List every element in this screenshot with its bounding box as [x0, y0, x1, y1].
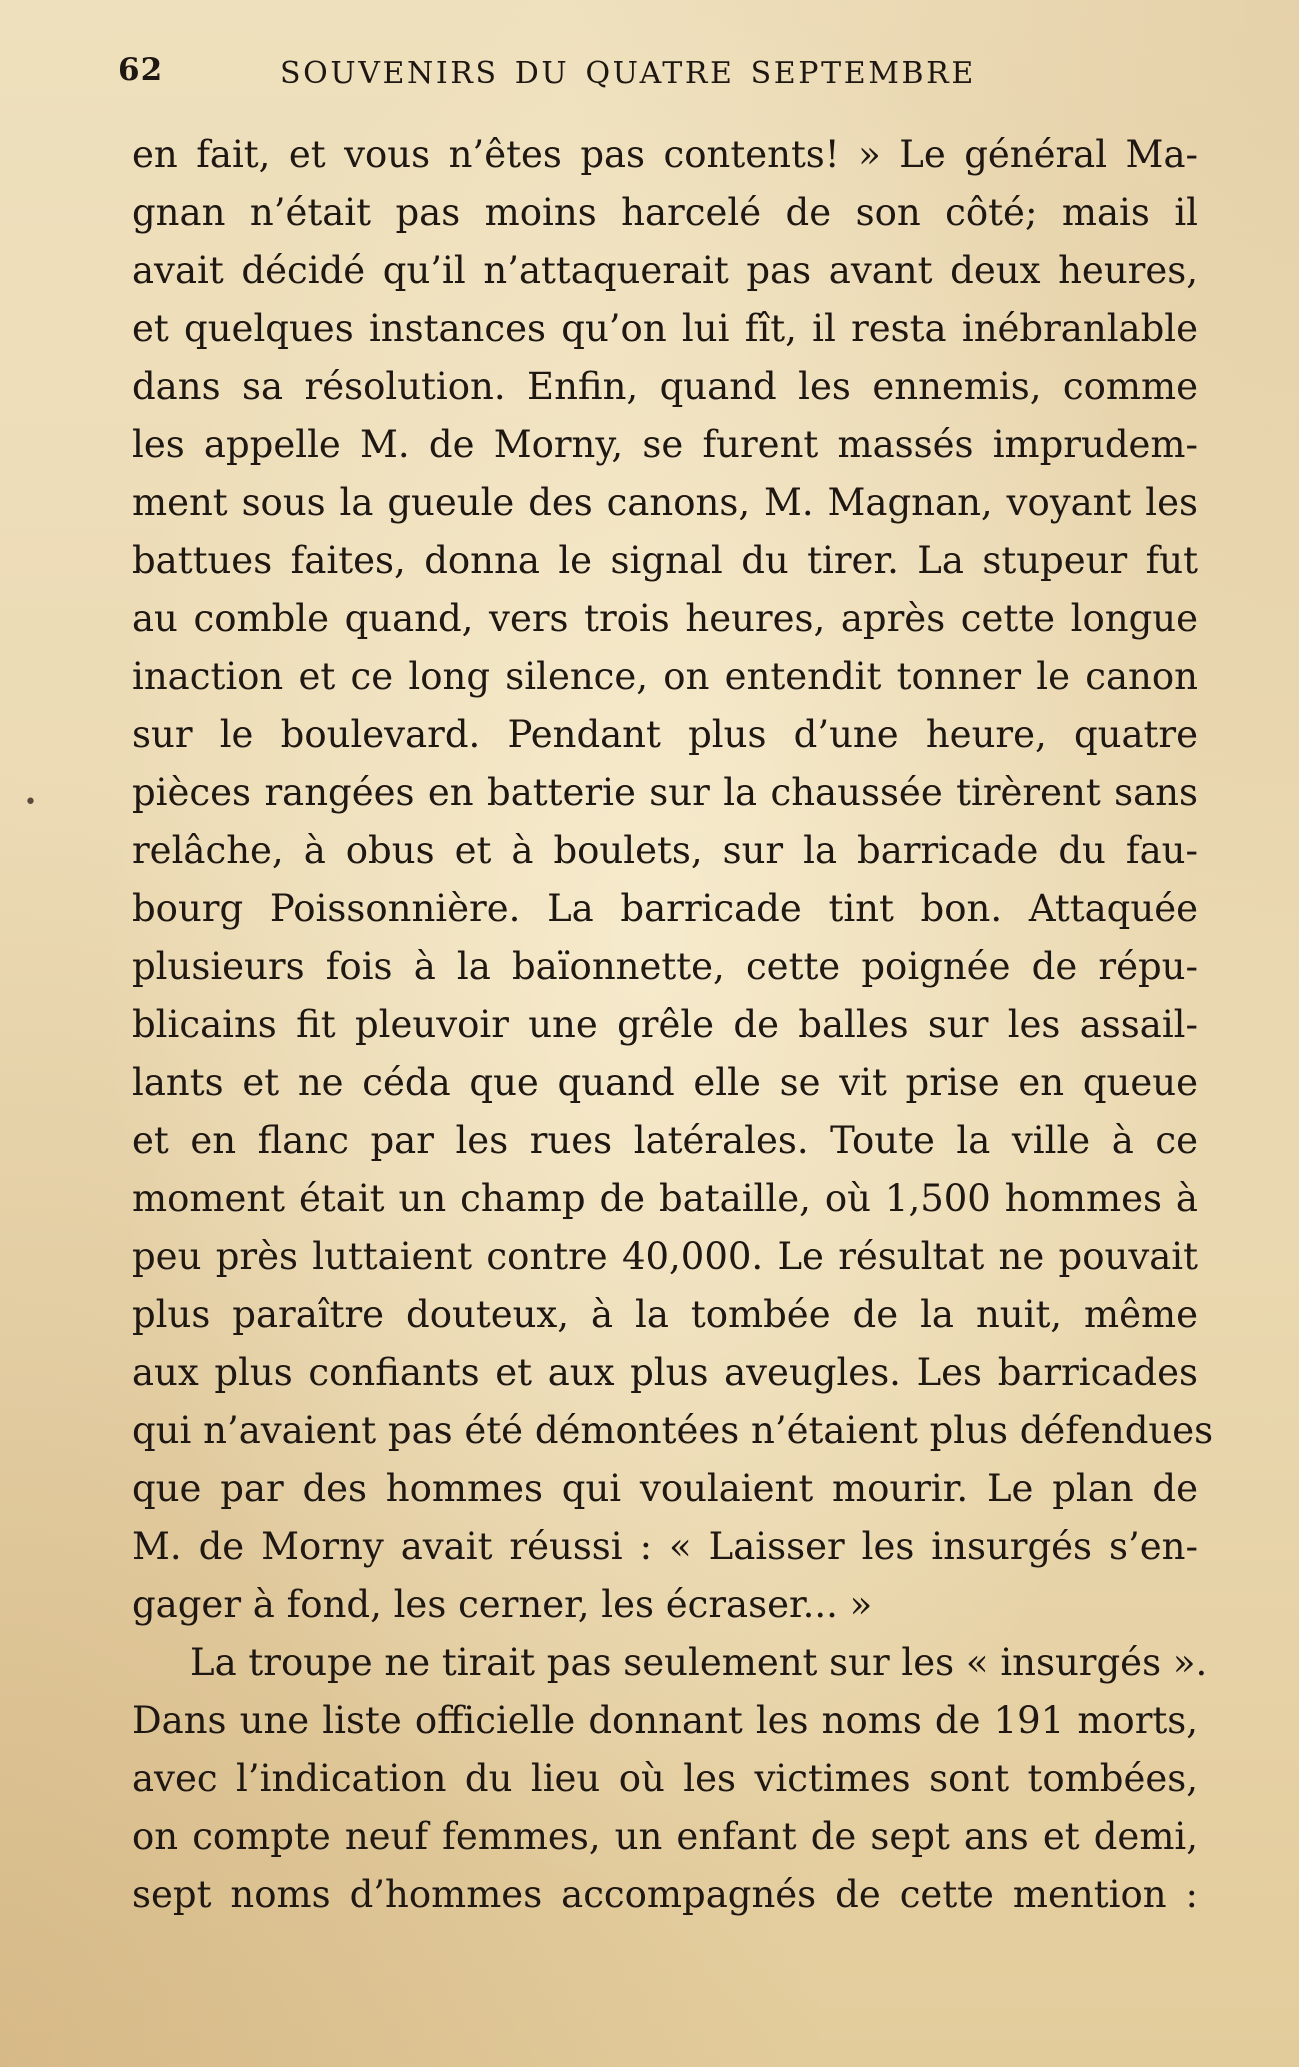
text-line: aux plus confiants et aux plus aveugles. Les barricades	[132, 1351, 1198, 1394]
text-line: en fait, et vous n’êtes pas contents! » Le général Ma-	[132, 133, 1198, 176]
text-line: et en flanc par les rues latérales. Toute la ville à ce	[132, 1119, 1198, 1162]
body-text	[132, 126, 1214, 1924]
running-title: SOUVENIRS DU QUATRE SEPTEMBRE	[280, 56, 976, 91]
text-line: battues faites, donna le signal du tirer. La stupeur fut	[132, 539, 1198, 582]
text-line: gnan n’était pas moins harcelé de son côté; mais il	[132, 191, 1198, 234]
margin-mark: •	[24, 790, 37, 815]
text-line: qui n’avaient pas été démontées n’étaient plus défendues	[132, 1409, 1214, 1452]
text-line: les appelle M. de Morny, se furent massés imprudem-	[132, 423, 1198, 466]
text-line: et quelques instances qu’on lui fît, il resta inébranlable	[132, 307, 1198, 350]
text-line: M. de Morny avait réussi : « Laisser les insurgés s’en-	[132, 1525, 1198, 1568]
text-line: blicains fit pleuvoir une grêle de balles sur les assail-	[132, 1003, 1198, 1046]
text-line: que par des hommes qui voulaient mourir. Le plan de	[132, 1467, 1198, 1510]
text-line: bourg Poissonnière. La barricade tint bon. Attaquée	[132, 887, 1198, 930]
page-header	[118, 52, 1038, 102]
text-line: lants et ne céda que quand elle se vit prise en queue	[132, 1061, 1198, 1104]
text-line: plusieurs fois à la baïonnette, cette poignée de répu-	[132, 945, 1198, 988]
text-line: dans sa résolution. Enfin, quand les ennemis, comme	[132, 365, 1198, 408]
text-line: peu près luttaient contre 40,000. Le résultat ne pouvait	[132, 1235, 1198, 1278]
text-line: on compte neuf femmes, un enfant de sept ans et demi,	[132, 1815, 1198, 1858]
text-line: sept noms d’hommes accompagnés de cette mention :	[132, 1873, 1198, 1916]
text-line: sur le boulevard. Pendant plus d’une heure, quatre	[132, 713, 1198, 756]
text-line: moment était un champ de bataille, où 1,500 hommes à	[132, 1177, 1198, 1220]
text-line: relâche, à obus et à boulets, sur la barricade du fau-	[132, 829, 1198, 872]
text-line: pièces rangées en batterie sur la chaussée tirèrent sans	[132, 771, 1198, 814]
text-line: avait décidé qu’il n’attaquerait pas avant deux heures,	[132, 249, 1198, 292]
paragraph-end-line: gager à fond, les cerner, les écraser... »	[132, 1583, 873, 1626]
text-line: inaction et ce long silence, on entendit tonner le canon	[132, 655, 1198, 698]
text-line: avec l’indication du lieu où les victimes sont tombées,	[132, 1757, 1198, 1800]
page-number: 62	[118, 52, 164, 88]
text-line: Dans une liste officielle donnant les noms de 191 morts,	[132, 1699, 1198, 1742]
text-line: ment sous la gueule des canons, M. Magnan, voyant les	[132, 481, 1198, 524]
text-line: plus paraître douteux, à la tombée de la nuit, même	[132, 1293, 1198, 1336]
text-line: au comble quand, vers trois heures, après cette longue	[132, 597, 1198, 640]
paragraph-start-line: La troupe ne tirait pas seulement sur les « insurgés ».	[190, 1641, 1208, 1684]
